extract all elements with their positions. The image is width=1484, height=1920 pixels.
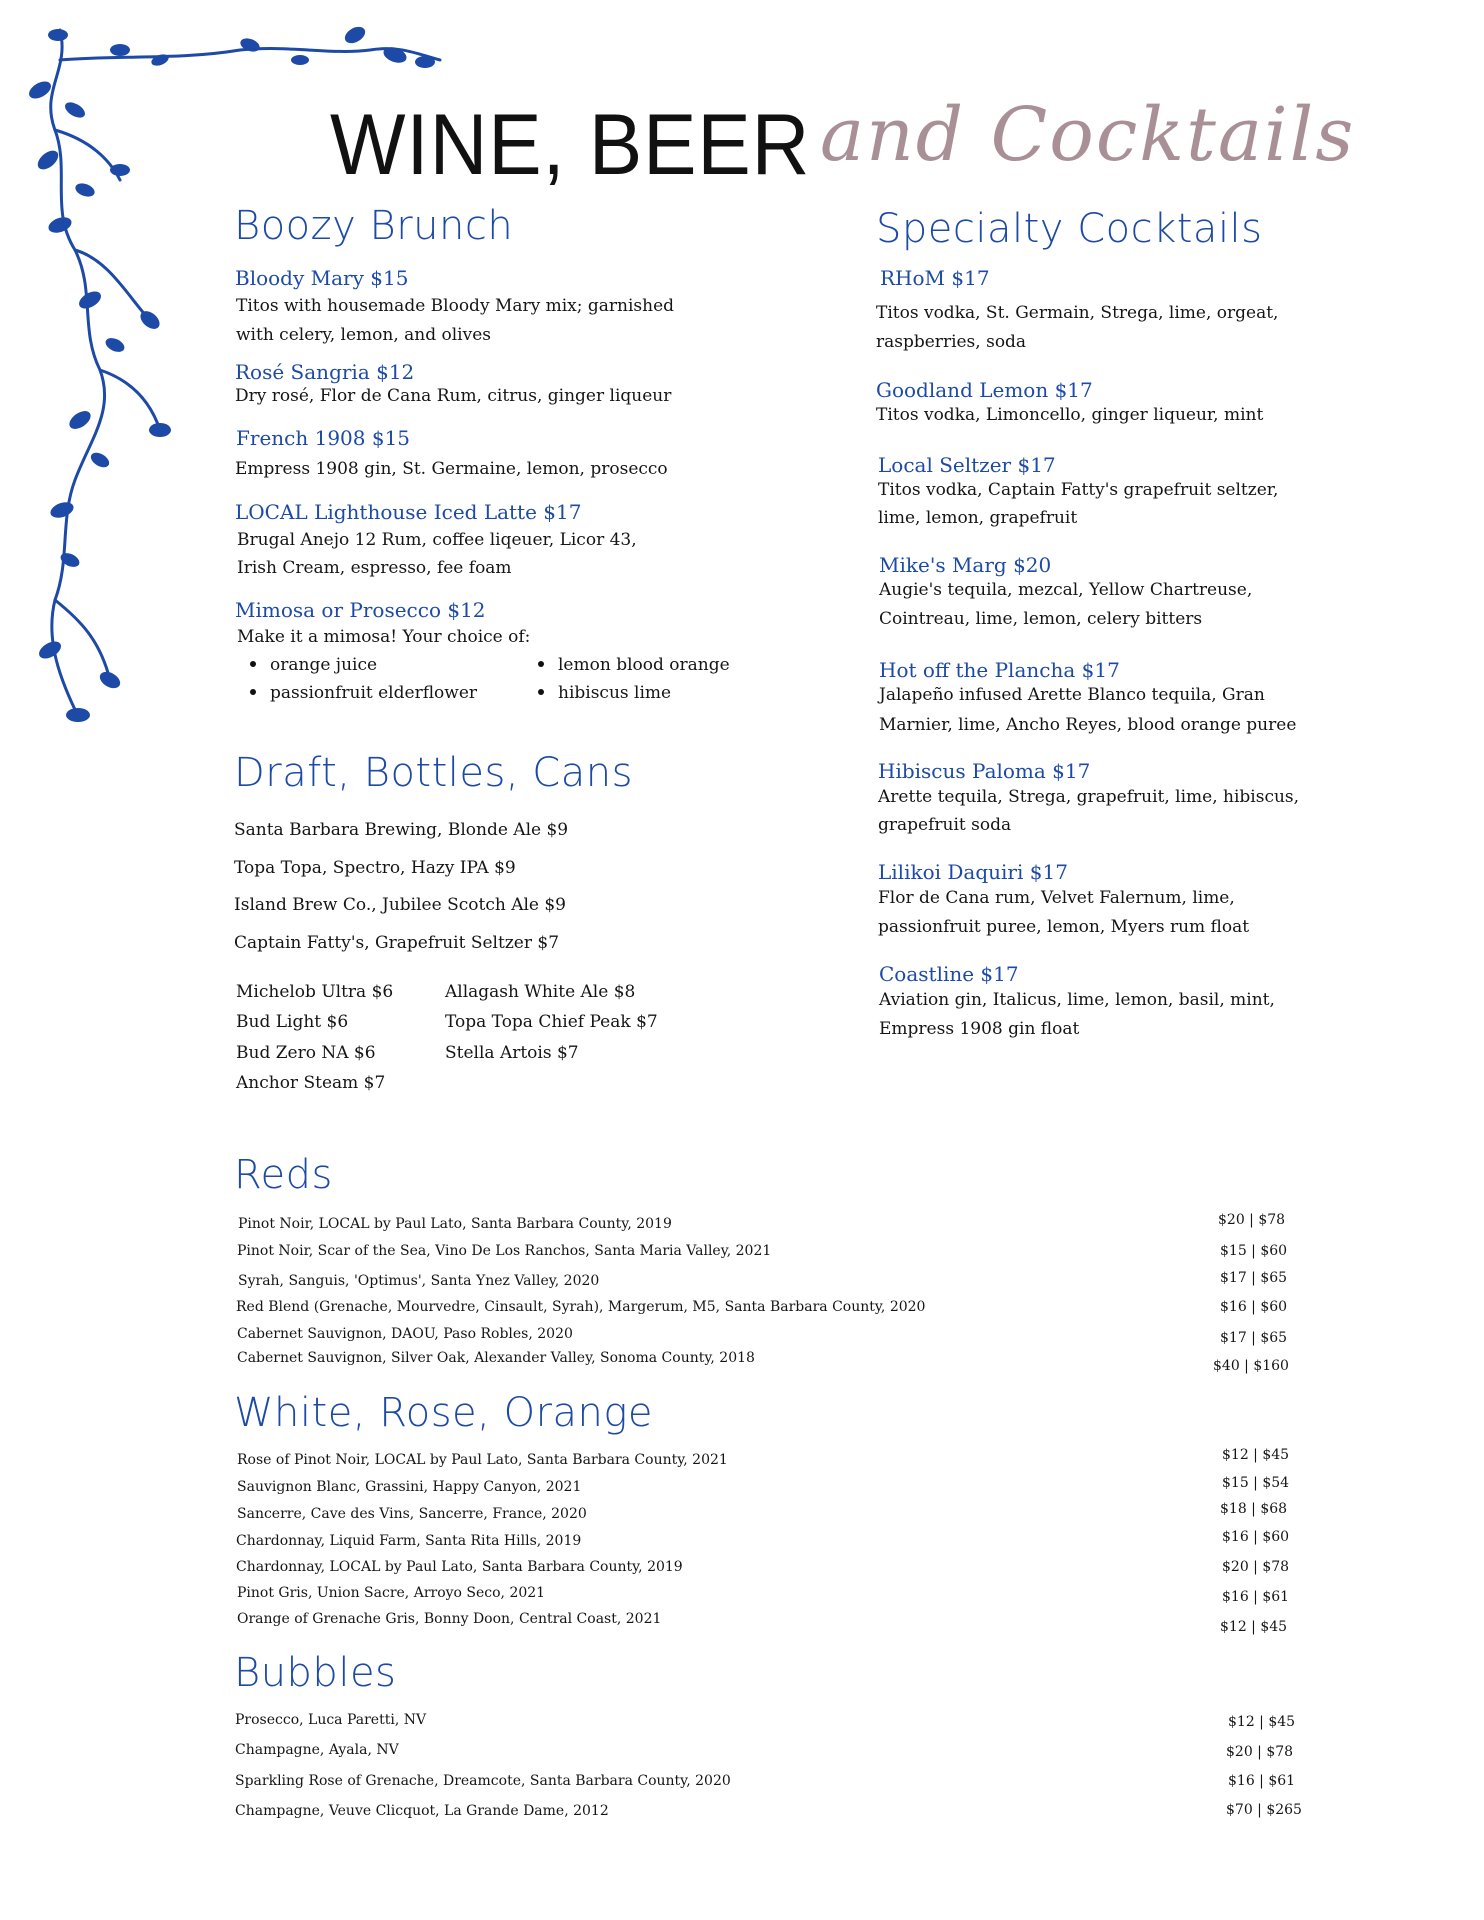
section-heading-whites: White, Rose, Orange [234, 1390, 653, 1436]
page-title: WINE, BEER [330, 97, 811, 193]
beer-row: Topa Topa, Spectro, Hazy IPA $9 [234, 858, 516, 878]
wine-name: Pinot Noir, LOCAL by Paul Lato, Santa Barbara County, 2019 [238, 1216, 672, 1232]
section-heading-reds: Reds [234, 1152, 333, 1198]
wine-price: $12 | $45 [1220, 1619, 1288, 1635]
mimosa-choice: orange juice [250, 650, 377, 680]
menu-item-desc: Titos vodka, Limoncello, ginger liqueur, mint [876, 405, 1264, 425]
bottle-item: Allagash White Ale $8 [445, 982, 636, 1002]
menu-item-desc: Augie's tequila, mezcal, Yellow Chartreuse, [879, 580, 1253, 600]
menu-item-name: Lilikoi Daquiri $17 [878, 860, 1068, 884]
section-heading-boozy-brunch: Boozy Brunch [234, 203, 514, 249]
menu-item-desc: Marnier, lime, Ancho Reyes, blood orange puree [879, 715, 1297, 735]
section-heading-specialty: Specialty Cocktails [876, 206, 1263, 252]
wine-name: Chardonnay, Liquid Farm, Santa Rita Hills, 2019 [236, 1533, 582, 1549]
menu-item-desc: Titos with housemade Bloody Mary mix; garnished [236, 296, 675, 316]
wine-name: Prosecco, Luca Paretti, NV [235, 1712, 427, 1728]
beer-row: Santa Barbara Brewing, Blonde Ale $9 [234, 820, 569, 840]
wine-price: $15 | $60 [1220, 1243, 1288, 1259]
menu-item-desc: Jalapeño infused Arette Blanco tequila, Gran [879, 685, 1265, 705]
beer-row: Island Brew Co., Jubilee Scotch Ale $9 [234, 895, 566, 915]
menu-item-desc: Dry rosé, Flor de Cana Rum, citrus, ginger liqueur [235, 386, 672, 406]
menu-item-desc: Empress 1908 gin float [879, 1019, 1080, 1039]
bullet-icon [538, 661, 544, 667]
wine-price: $16 | $61 [1228, 1773, 1296, 1789]
menu-item-desc: lime, lemon, grapefruit [878, 508, 1078, 528]
menu-item-desc: Arette tequila, Strega, grapefruit, lime, hibiscus, [878, 787, 1300, 807]
mimosa-choice: lemon blood orange [538, 650, 730, 680]
wine-name: Orange of Grenache Gris, Bonny Doon, Central Coast, 2021 [237, 1611, 662, 1627]
bottle-item: Michelob Ultra $6 [236, 982, 394, 1002]
wine-price: $15 | $54 [1222, 1475, 1290, 1491]
wine-price: $16 | $60 [1220, 1299, 1288, 1315]
menu-item-desc: Flor de Cana rum, Velvet Falernum, lime, [878, 888, 1235, 908]
bottle-item: Stella Artois $7 [445, 1043, 579, 1063]
wine-name: Sparkling Rose of Grenache, Dreamcote, Santa Barbara County, 2020 [235, 1773, 731, 1789]
wine-name: Chardonnay, LOCAL by Paul Lato, Santa Barbara County, 2019 [236, 1559, 683, 1575]
wine-name: Pinot Gris, Union Sacre, Arroyo Seco, 2021 [237, 1585, 546, 1601]
wine-name: Sauvignon Blanc, Grassini, Happy Canyon, 2021 [237, 1479, 582, 1495]
wine-price: $70 | $265 [1226, 1802, 1302, 1818]
menu-item-name: Hibiscus Paloma $17 [878, 759, 1091, 783]
menu-item-desc: Brugal Anejo 12 Rum, coffee liqeuer, Licor 43, [237, 530, 637, 550]
bullet-icon [538, 689, 544, 695]
wine-price: $40 | $160 [1213, 1358, 1289, 1374]
menu-item-desc: Make it a mimosa! Your choice of: [237, 627, 531, 647]
wine-price: $20 | $78 [1222, 1559, 1290, 1575]
wine-name: Cabernet Sauvignon, DAOU, Paso Robles, 2020 [237, 1326, 573, 1342]
section-heading-bubbles: Bubbles [234, 1650, 397, 1696]
menu-item-desc: Empress 1908 gin, St. Germaine, lemon, prosecco [235, 459, 668, 479]
page-title-script: and Cocktails [820, 92, 1356, 178]
wine-price: $12 | $45 [1222, 1447, 1290, 1463]
menu-item-name: Hot off the Plancha $17 [879, 658, 1120, 682]
bottle-item: Bud Light $6 [236, 1012, 349, 1032]
menu-item-name: Coastline $17 [879, 962, 1019, 986]
bullet-icon [250, 689, 256, 695]
wine-price: $20 | $78 [1218, 1212, 1286, 1228]
wine-price: $18 | $68 [1220, 1501, 1288, 1517]
wine-name: Cabernet Sauvignon, Silver Oak, Alexander Valley, Sonoma County, 2018 [237, 1350, 755, 1366]
menu-item-name: French 1908 $15 [236, 426, 411, 450]
wine-name: Pinot Noir, Scar of the Sea, Vino De Los Ranchos, Santa Maria Valley, 2021 [237, 1243, 772, 1259]
mimosa-choice: hibiscus lime [538, 678, 671, 708]
menu-item-name: RHoM $17 [880, 266, 990, 290]
menu-item-name: Local Seltzer $17 [878, 453, 1056, 477]
wine-price: $20 | $78 [1226, 1744, 1294, 1760]
menu-item-name: Rosé Sangria $12 [235, 360, 415, 384]
mimosa-choice: passionfruit elderflower [250, 678, 477, 708]
menu-item-desc: Titos vodka, Captain Fatty's grapefruit seltzer, [878, 480, 1279, 500]
menu-item-desc: Titos vodka, St. Germain, Strega, lime, orgeat, [876, 303, 1279, 323]
menu-item-desc: with celery, lemon, and olives [236, 325, 492, 345]
wine-price: $17 | $65 [1220, 1330, 1288, 1346]
bottle-item: Topa Topa Chief Peak $7 [445, 1012, 658, 1032]
bottle-item: Bud Zero NA $6 [236, 1043, 376, 1063]
beer-row: Captain Fatty's, Grapefruit Seltzer $7 [234, 933, 560, 953]
menu-item-desc: Irish Cream, espresso, fee foam [237, 558, 512, 578]
menu-item-desc: Cointreau, lime, lemon, celery bitters [879, 609, 1203, 629]
wine-price: $17 | $65 [1220, 1270, 1288, 1286]
wine-name: Rose of Pinot Noir, LOCAL by Paul Lato, Santa Barbara County, 2021 [237, 1452, 728, 1468]
menu-item-desc: passionfruit puree, lemon, Myers rum float [878, 917, 1250, 937]
wine-price: $16 | $61 [1222, 1589, 1290, 1605]
wine-price: $16 | $60 [1222, 1529, 1290, 1545]
section-heading-draft: Draft, Bottles, Cans [234, 750, 633, 796]
menu-item-name: Bloody Mary $15 [235, 266, 409, 290]
wine-name: Red Blend (Grenache, Mourvedre, Cinsault, Syrah), Margerum, M5, Santa Barbara County, 2020 [236, 1299, 926, 1315]
menu-item-name: Goodland Lemon $17 [876, 378, 1093, 402]
wine-name: Champagne, Ayala, NV [235, 1742, 399, 1758]
bottle-item: Anchor Steam $7 [236, 1073, 386, 1093]
wine-name: Syrah, Sanguis, 'Optimus', Santa Ynez Valley, 2020 [238, 1273, 600, 1289]
menu-item-name: Mike's Marg $20 [879, 553, 1052, 577]
menu-item-name: LOCAL Lighthouse Iced Latte $17 [235, 500, 582, 524]
menu-item-desc: Aviation gin, Italicus, lime, lemon, basil, mint, [879, 990, 1275, 1010]
menu-item-name: Mimosa or Prosecco $12 [235, 598, 486, 622]
wine-name: Sancerre, Cave des Vins, Sancerre, France, 2020 [237, 1506, 587, 1522]
bullet-icon [250, 661, 256, 667]
wine-price: $12 | $45 [1228, 1714, 1296, 1730]
menu-item-desc: grapefruit soda [878, 815, 1012, 835]
wine-name: Champagne, Veuve Clicquot, La Grande Dame, 2012 [235, 1803, 609, 1819]
menu-item-desc: raspberries, soda [876, 332, 1027, 352]
